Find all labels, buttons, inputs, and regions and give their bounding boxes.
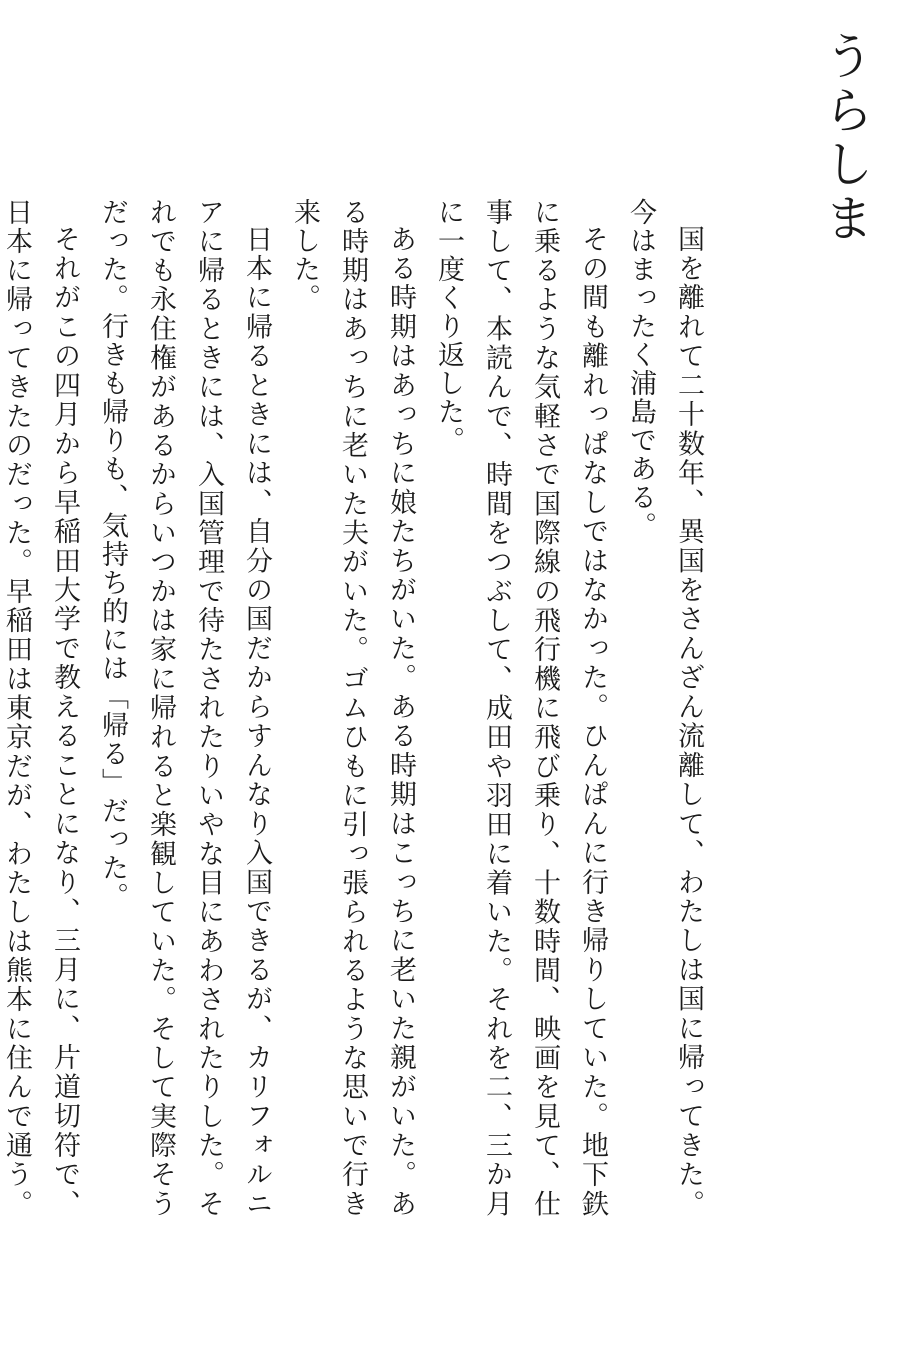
paragraph: 国を離れて二十数年、異国をさんざん流離して、わたしは国に帰ってきた。今はまったく浦島である。: [625, 198, 704, 1218]
page-title: うらしま: [816, 30, 874, 246]
paragraph: その間も離れっぱなしではなかった。ひんぱんに行き帰りしていた。地下鉄に乗るような気軽さで国際線の飛行機に飛び乗り、十数時間、映画を見て、仕事して、本読んで、時間をつぶして、成田や羽田に着いた。それを二、三か月に一度くり返した。: [433, 198, 608, 1218]
paragraph: 日本に帰るときには、自分の国だからすんなり入国できるが、カリフォルニアに帰るときには、入国管理で待たされたりいやな目にあわされたりした。それでも永住権があるからいつかは家に帰れると楽観していた。そして実際そうだった。行きも帰りも、気持ち的には「帰る」だった。: [97, 198, 272, 1218]
body-text: [0, 198, 712, 1218]
paragraph: それがこの四月から早稲田大学で教えることになり、三月に、片道切符で、日本に帰ってきたのだった。早稲田は東京だが、わたしは熊本に住んで通う。: [1, 198, 80, 1218]
paragraph: ある時期はあっちに娘たちがいた。ある時期はこっちに老いた親がいた。ある時期はあっちに老いた夫がいた。ゴムひもに引っ張られるような思いで行き来した。: [289, 198, 416, 1218]
